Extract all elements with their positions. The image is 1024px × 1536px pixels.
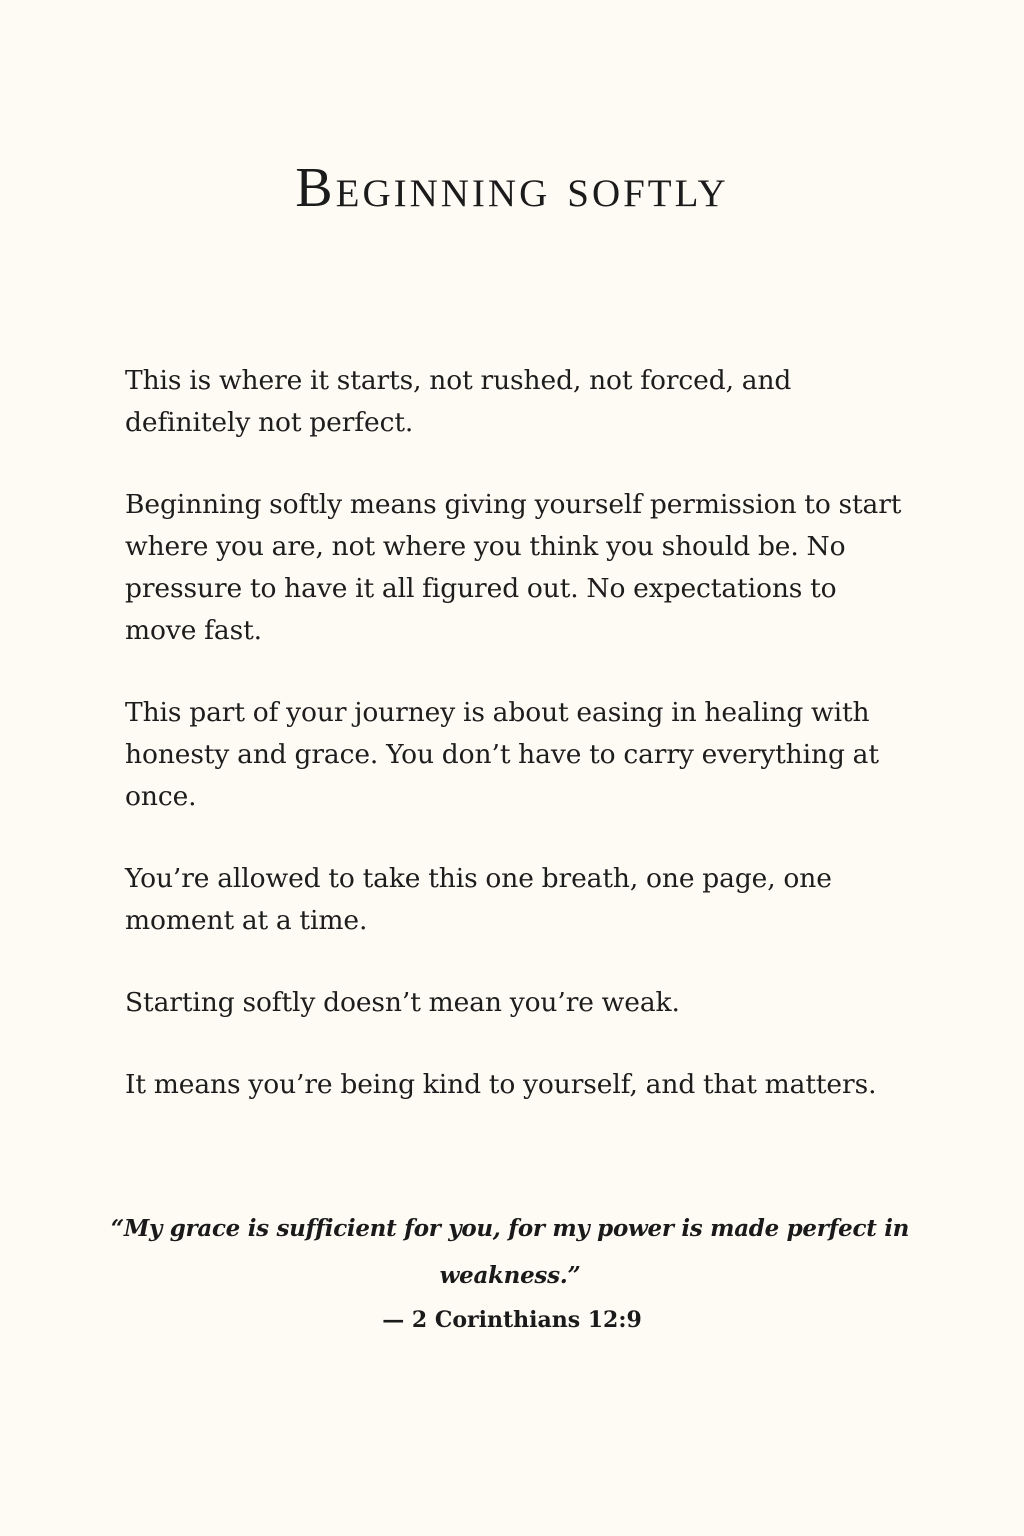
paragraph-6: It means you’re being kind to yourself, and that matters. <box>125 1069 877 1100</box>
paragraph-3: This part of your journey is about easing in healing with honesty and grace. You don’t have to carry everything at once. <box>125 697 879 812</box>
verse-quote: “My grace is sufficient for you, for my power is made perfect in weakness.” <box>110 1215 910 1289</box>
page-title: Beginning softly <box>295 157 729 219</box>
paragraph-4: You’re allowed to take this one breath, one page, one moment at a time. <box>125 863 832 936</box>
paragraph-5: Starting softly doesn’t mean you’re weak. <box>125 987 680 1018</box>
paragraph-1: This is where it starts, not rushed, not forced, and definitely not perfect. <box>125 365 792 438</box>
paragraph-2: Beginning softly means giving yourself permission to start where you are, not where you think you should be. No pressure to have it all figured out. No expectations to move fast. <box>125 489 902 646</box>
verse-reference: — 2 Corinthians 12:9 <box>382 1307 642 1333</box>
body-text <box>125 360 905 1146</box>
